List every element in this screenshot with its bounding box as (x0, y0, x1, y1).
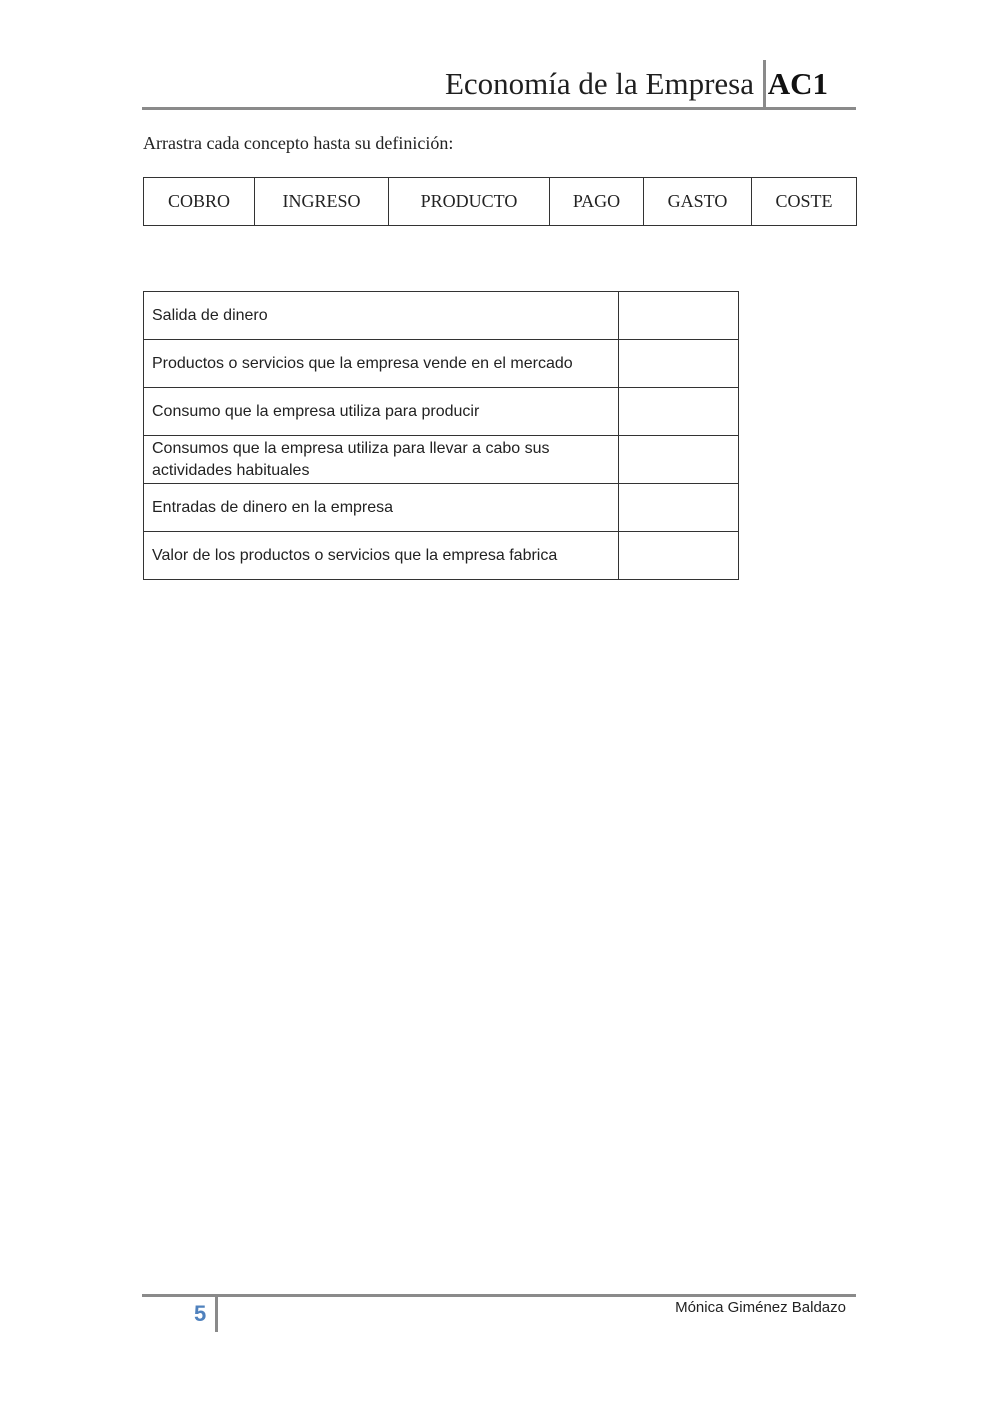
instruction-text: Arrastra cada concepto hasta su definición: (143, 133, 454, 153)
definitions-table (143, 291, 739, 580)
header-title: Economía de la Empresa (444, 66, 754, 101)
answer-drop-zone[interactable] (619, 292, 739, 340)
table-row (144, 388, 739, 436)
definition-text: Consumo que la empresa utiliza para producir (144, 388, 619, 436)
page-header (142, 58, 856, 110)
concept-producto[interactable]: PRODUCTO (389, 178, 550, 226)
concept-cobro[interactable]: COBRO (144, 178, 255, 226)
answer-drop-zone[interactable] (619, 388, 739, 436)
answer-drop-zone[interactable] (619, 340, 739, 388)
table-row (144, 484, 739, 532)
definition-text: Entradas de dinero en la empresa (144, 484, 619, 532)
concept-ingreso[interactable]: INGRESO (255, 178, 389, 226)
answer-drop-zone[interactable] (619, 436, 739, 484)
header-rule (142, 107, 856, 110)
concepts-bank (143, 177, 857, 226)
page-number: 5 (194, 1301, 207, 1326)
definition-text: Consumos que la empresa utiliza para llevar a cabo sus actividades habituales (144, 436, 619, 484)
footer-divider (215, 1296, 218, 1332)
table-row (144, 532, 739, 580)
definition-text: Valor de los productos o servicios que la empresa fabrica (144, 532, 619, 580)
concept-gasto[interactable]: GASTO (644, 178, 752, 226)
definition-text: Salida de dinero (144, 292, 619, 340)
header-divider (763, 60, 766, 108)
definition-text: Productos o servicios que la empresa vende en el mercado (144, 340, 619, 388)
footer-rule (142, 1294, 856, 1297)
table-row (144, 292, 739, 340)
table-row (144, 436, 739, 484)
concept-coste[interactable]: COSTE (752, 178, 857, 226)
table-row (144, 340, 739, 388)
answer-drop-zone[interactable] (619, 484, 739, 532)
author-name: Mónica Giménez Baldazo (675, 1299, 846, 1316)
answer-drop-zone[interactable] (619, 532, 739, 580)
concept-pago[interactable]: PAGO (550, 178, 644, 226)
header-code: AC1 (767, 66, 828, 101)
